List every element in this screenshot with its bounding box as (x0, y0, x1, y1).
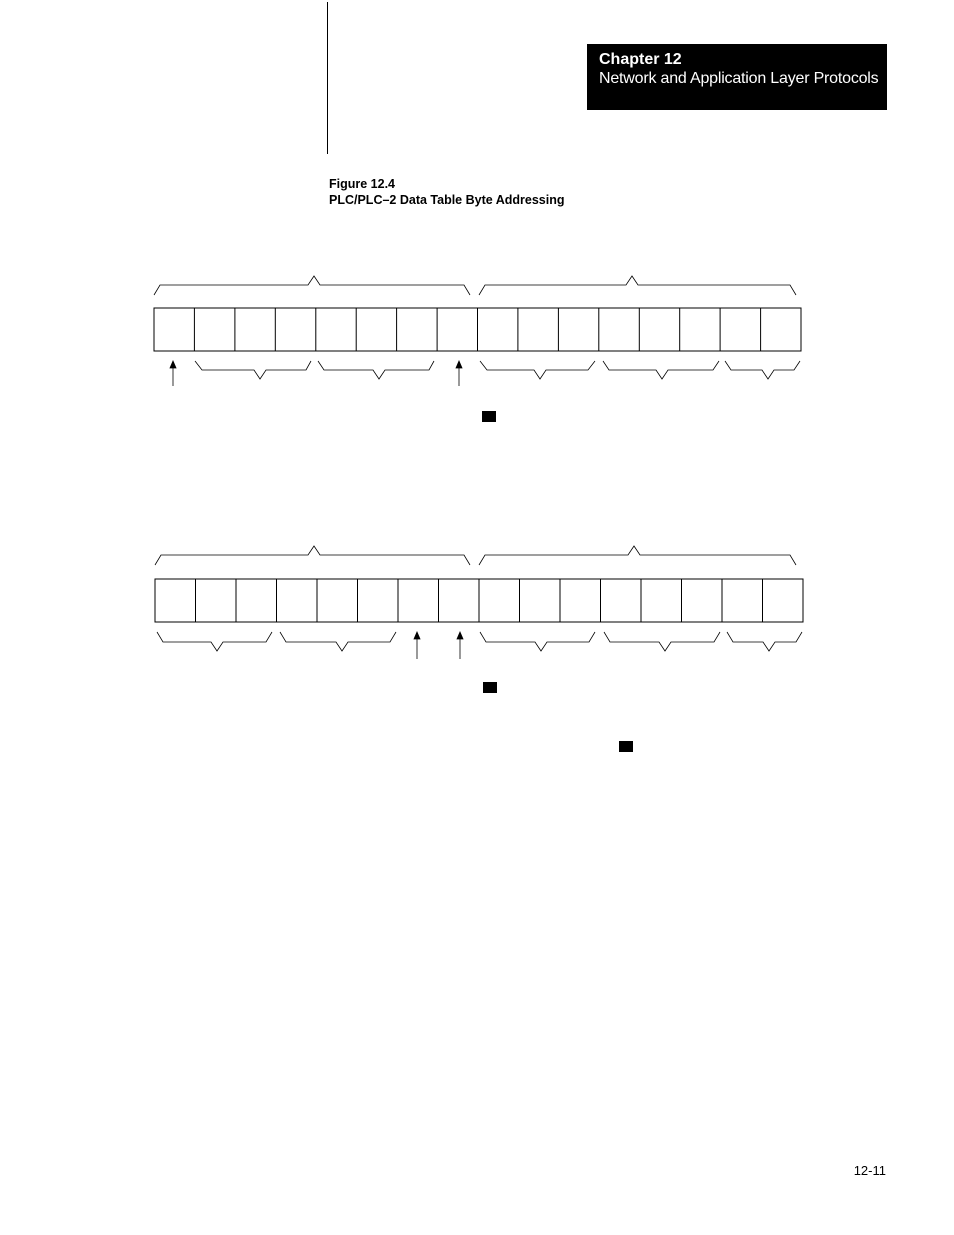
cell-row (154, 308, 801, 351)
margin-rule (327, 2, 328, 154)
bottom-brace (604, 632, 720, 651)
bottom-brace (157, 632, 272, 651)
top-brace-left (154, 276, 470, 295)
chapter-number: Chapter 12 (599, 51, 682, 68)
bottom-brace (480, 361, 595, 379)
bottom-brace (725, 361, 800, 379)
byte-diagram-2 (0, 538, 954, 698)
bottom-brace (318, 361, 434, 379)
note-marker (619, 741, 633, 752)
note-marker (482, 411, 496, 422)
top-brace-left (155, 546, 470, 565)
bottom-brace (195, 361, 311, 379)
page-number: 12-11 (853, 1163, 886, 1178)
chapter-header (587, 44, 887, 110)
figure-title: PLC/PLC–2 Data Table Byte Addressing (329, 193, 565, 207)
note-marker (483, 682, 497, 693)
figure-caption (329, 176, 564, 208)
bottom-brace (480, 632, 595, 651)
top-brace-right (479, 546, 796, 565)
bottom-brace (727, 632, 802, 651)
pointer-arrow (456, 361, 462, 386)
cell-row (155, 579, 803, 622)
bottom-brace (603, 361, 719, 379)
chapter-title: Network and Application Layer Protocols (599, 70, 879, 87)
figure-number: Figure 12.4 (329, 177, 395, 191)
pointer-arrow (457, 632, 463, 659)
byte-diagram-1 (0, 268, 954, 428)
bottom-brace (280, 632, 396, 651)
top-brace-right (479, 276, 796, 295)
pointer-arrow (170, 361, 176, 386)
pointer-arrow (414, 632, 420, 659)
